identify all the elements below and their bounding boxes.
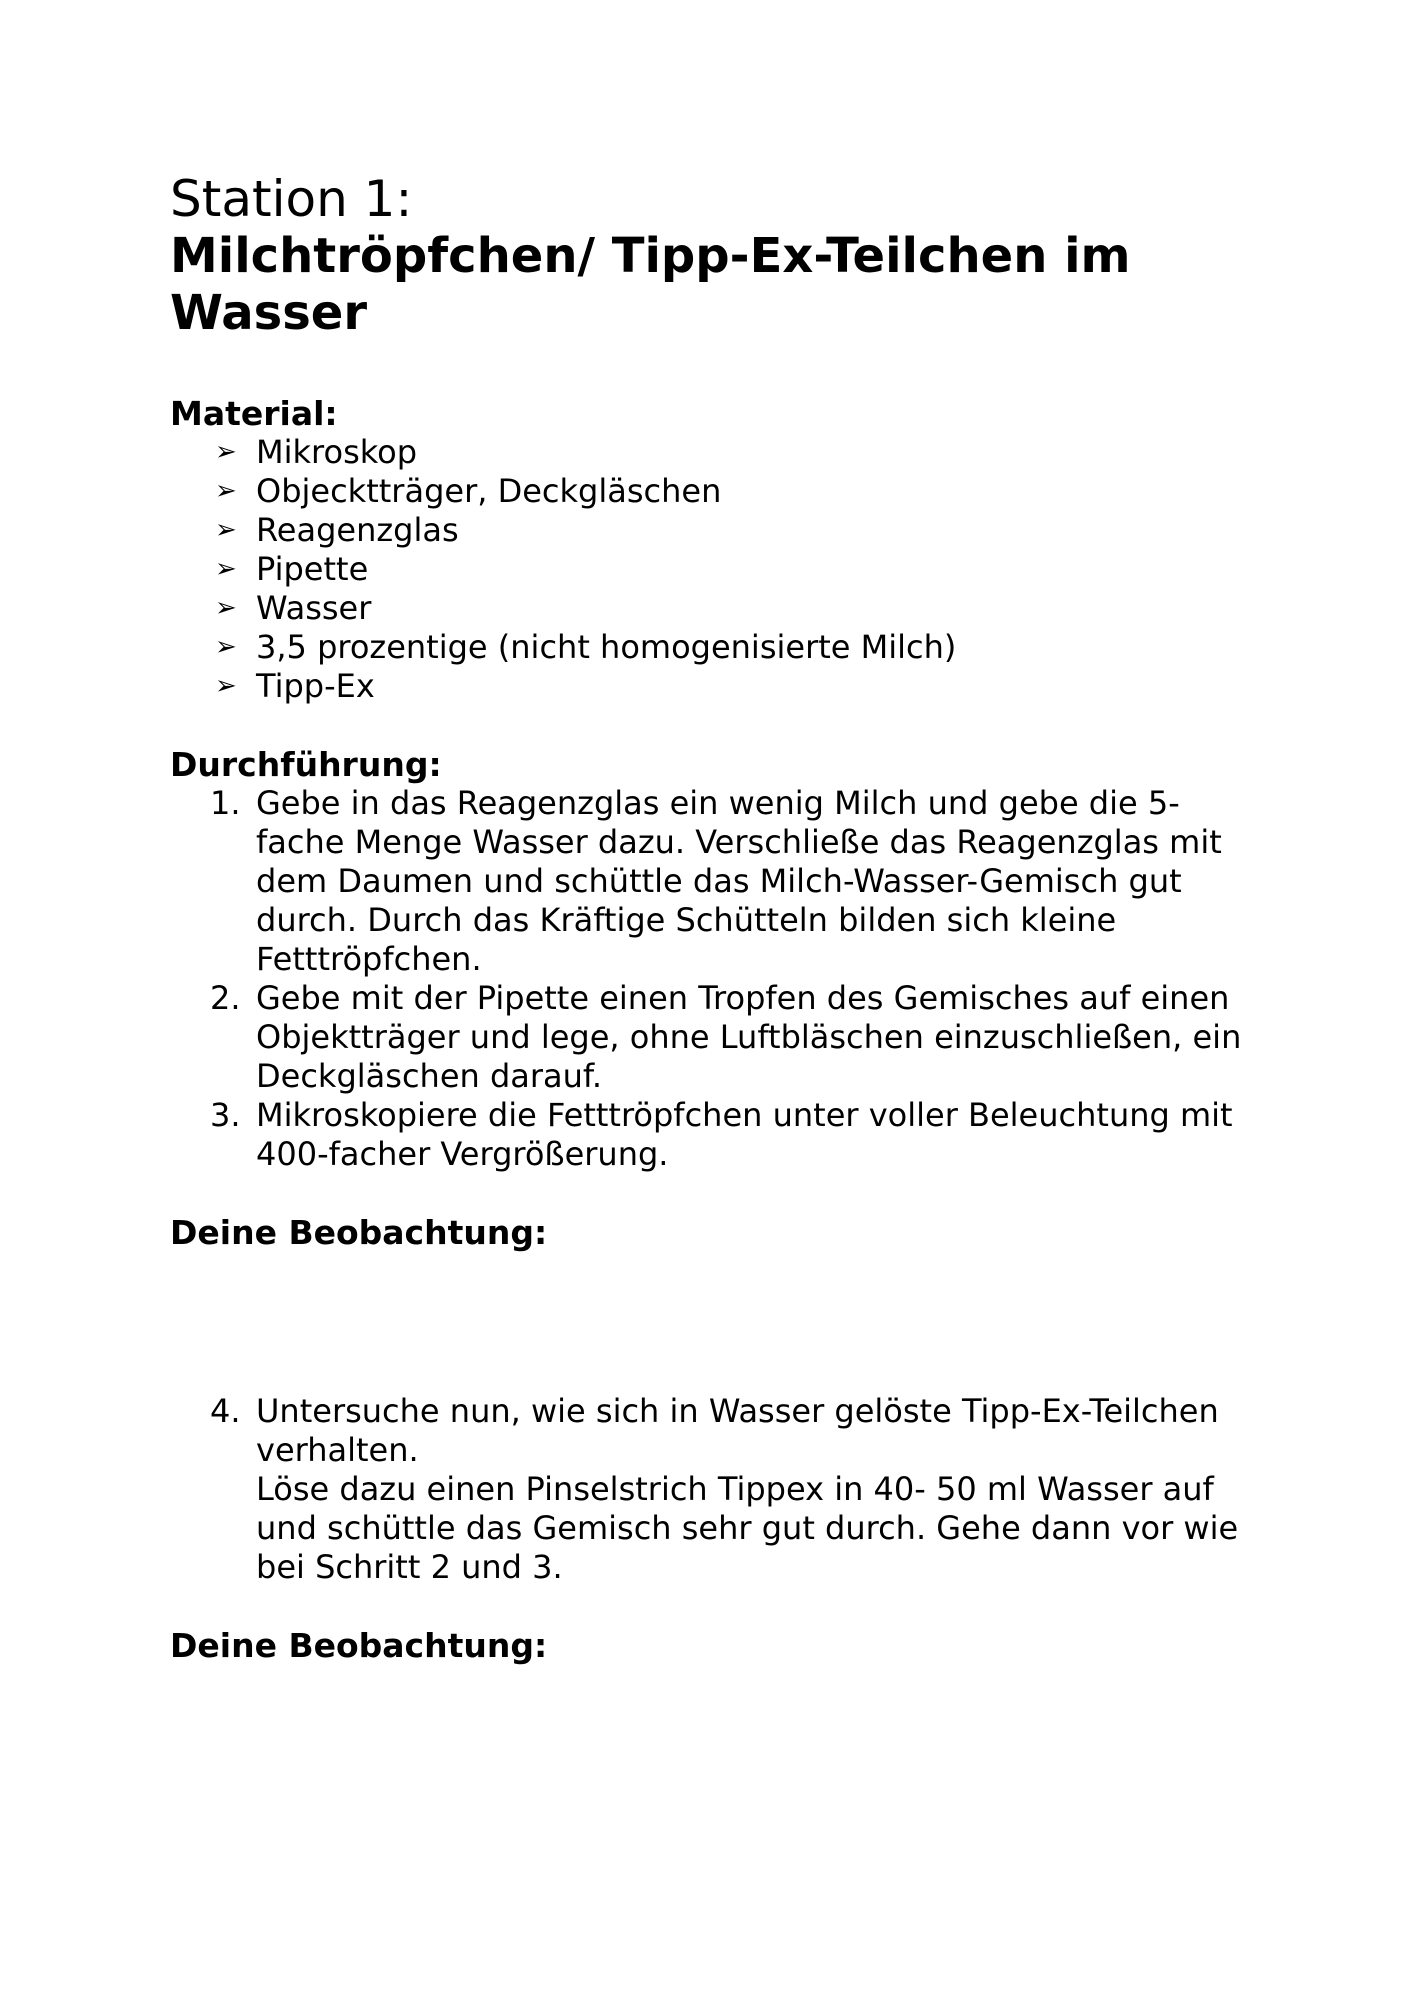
list-item: ➢ Tipp-Ex	[215, 667, 375, 705]
station-title: Station 1:	[170, 170, 413, 228]
procedure-step: 2. Gebe mit der Pipette einen Tropfen des Gemisches auf einen Objektträger und lege, ohne Luftbläschen einzuschließen, ein Deckgläschen darauf.	[210, 979, 1242, 1095]
procedure-heading: Durchführung:	[170, 745, 442, 784]
arrow-bullet-icon: ➢	[215, 437, 237, 467]
list-item: ➢ 3,5 prozentige (nicht homogenisierte Milch)	[215, 628, 957, 666]
arrow-bullet-icon: ➢	[215, 554, 237, 584]
procedure-list-continued	[170, 1392, 1250, 1587]
list-item: ➢ Mikroskop	[215, 433, 418, 471]
material-heading: Material:	[170, 394, 338, 433]
procedure-step: 3. Mikroskopiere die Fetttröpfchen unter voller Beleuchtung mit 400-facher Vergrößerung.	[210, 1096, 1233, 1173]
arrow-bullet-icon: ➢	[215, 476, 237, 506]
arrow-bullet-icon: ➢	[215, 632, 237, 662]
arrow-bullet-icon: ➢	[215, 671, 237, 701]
list-item: ➢ Pipette	[215, 550, 369, 588]
station-subtitle: Milchtröpfchen/ Tipp-Ex-Teilchen im Wasser	[170, 228, 1131, 341]
observation-heading-2: Deine Beobachtung:	[170, 1626, 548, 1665]
arrow-bullet-icon: ➢	[215, 593, 237, 623]
procedure-step: 4. Untersuche nun, wie sich in Wasser gelöste Tipp-Ex-Teilchen verhalten. Löse dazu einen Pinselstrich Tippex in 40- 50 ml Wasser auf und schüttle das Gemisch sehr gut durch. Gehe dann vor wie bei Schritt 2 und 3.	[210, 1392, 1239, 1586]
procedure-step: 1. Gebe in das Reagenzglas ein wenig Milch und gebe die 5-fache Menge Wasser dazu. Verschließe das Reagenzglas mit dem Daumen und schüttle das Milch-Wasser-Gemisch gut durch. Durch das Kräftige Schütteln bilden sich kleine Fetttröpfchen.	[210, 784, 1222, 978]
list-item: ➢ Wasser	[215, 589, 372, 627]
arrow-bullet-icon: ➢	[215, 515, 237, 545]
list-item: ➢ Reagenzglas	[215, 511, 459, 549]
material-list	[170, 433, 1250, 706]
worksheet-page	[170, 170, 1250, 1665]
procedure-list	[170, 784, 1250, 1174]
list-item: ➢ Objecktträger, Deckgläschen	[215, 472, 722, 510]
observation-heading-1: Deine Beobachtung:	[170, 1213, 548, 1252]
